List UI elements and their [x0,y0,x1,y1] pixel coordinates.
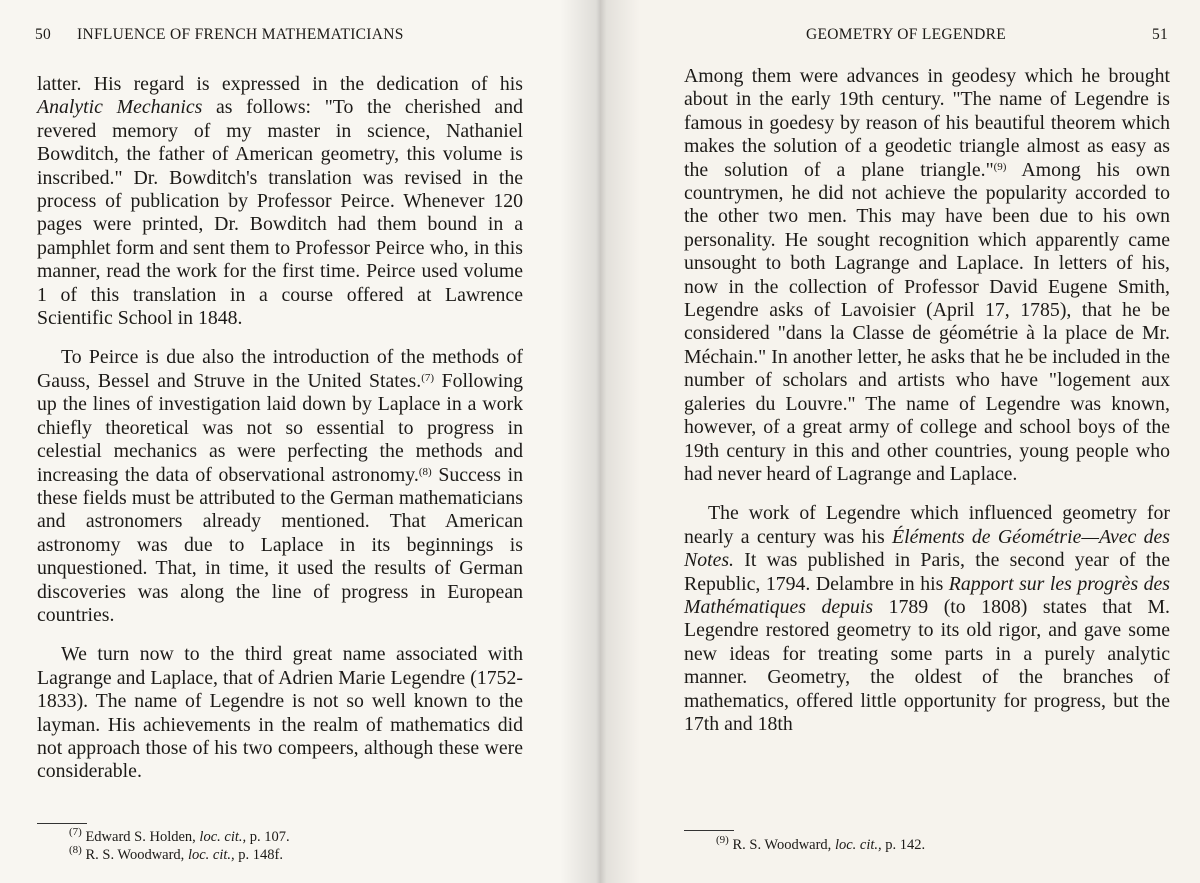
text-run: It was published in Paris, the second year of the Republic, 1794. Delambre in his [684,549,1170,595]
footnotes [69,828,290,864]
paragraph [37,73,523,330]
footnote-mark: (7) [69,826,82,838]
footnote [69,828,290,846]
running-head: INFLUENCE OF FRENCH MATHEMATICIANS [77,26,404,43]
text-run: Among his own countrymen, he did not achieve the popularity accorded to the other two men. This may have been due to his own personality. He sought recognition which apparently came unsought to both Lagrange and Laplace. In letters of his, now in the collection of Professor David Eugene Smith, Legendre asks of Lavoisier (April 17, 1785), that he be considered "dans la Classe de géométrie à la place de Mr. Méchain." In another letter, he asks that he be included in the number of scholars and artists who have "logement aux galeries du Louvre." The name of Legendre was known, however, of a great army of college and school boys of the 19th century in this and other countries, young people who had never heard of Lagrange and Laplace. [684,158,1170,485]
text-run: Among them were advances in geodesy which he brought about in the early 19th century. "The name of Legendre is famous in goedesy by reason of his beautiful theorem which makes the solution of a geodetic triangle almost as easy as the solution of a plane triangle." [684,65,1170,181]
text-run: The work of Legendre which influenced geometry for nearly a century was his [684,502,1170,548]
book-gutter-shadow [560,0,640,883]
body-text [37,73,523,784]
body-text [684,65,1170,736]
text-run: Following up the lines of investigation laid down by Laplace in a work chiefly theoretical was not so essential to progress in celestial mechanics as were perfecting the methods and increasing the data of observational astronomy. [37,369,523,486]
text-run: latter. His regard is expressed in the dedication of his [37,73,523,95]
text-run: Success in these fields must be attributed to the German mathematicians and astronomers already mentioned. That American astronomy was due to Laplace in its beginnings is unquestioned. That, in time, it used the results of German discoveries was along the line of progress in European countries. [37,463,523,626]
footnote-mark: (8) [69,844,82,856]
right-page [600,0,1200,883]
italic-text: loc. cit., [187,847,235,863]
footnote-ref[interactable]: (9) [993,160,1007,173]
footnote-rule [684,830,734,831]
paragraph [684,65,1170,486]
running-head: GEOMETRY OF LEGENDRE [806,26,1007,43]
footnote-ref[interactable]: (8) [418,465,432,478]
italic-title: Éléments de Géométrie—Avec des Notes. [684,525,1171,572]
text-run: p. 148f. [234,847,283,863]
footnote-mark: (9) [716,834,729,846]
paragraph [37,346,523,627]
text-run: We turn now to the third great name associated with Lagrange and Laplace, that of Adrien Marie Legendre (1752-1833). The name of Legendre is not so well known to the layman. His achievements in the realm of mathematics did not approach those of his two compeers, although these were considerable. [37,643,523,783]
italic-title: Rapport sur les progrès des Mathématiques depuis [684,572,1170,618]
footnotes [716,836,925,854]
italic-title: Analytic Mechanics [37,96,203,119]
text-run: 1789 (to 1808) states that M. Legendre restored geometry to its old rigor, and gave some new ideas for treating some parts in a purely analytic manner. Geometry, the oldest of the branches of mathematics, offered little opportunity for progress, but the 17th and 18th [684,595,1170,735]
paragraph [37,643,523,783]
text-run: R. S. Woodward, [728,837,835,853]
page-number: 51 [1152,26,1169,43]
text-run: To Peirce is due also the introduction of the methods of Gauss, Bessel and Struve in the United States. [37,346,523,392]
footnote-ref[interactable]: (7) [421,371,435,384]
footnote-rule [37,823,87,824]
footnote [716,836,925,854]
text-run: as follows: "To the cherished and revered memory of my master in science, Nathaniel Bowditch, the father of American geometry, this volume is inscribed." Dr. Bowditch's translation was revised in the process of publication by Professor Peirce. Whenever 120 pages were printed, Dr. Bowditch had them bound in a pamphlet form and sent them to Professor Peirce who, in this manner, read the work for the first time. Peirce used volume 1 of this translation in a course offered at Lawrence Scientific School in 1848. [37,96,523,330]
paragraph [684,502,1170,736]
page-number: 50 [35,26,52,43]
italic-text: loc. cit., [199,829,247,845]
italic-text: loc. cit., [834,837,882,853]
text-run: Edward S. Holden, [81,829,200,845]
text-run: p. 142. [881,837,926,853]
text-run: p. 107. [246,829,290,845]
footnote [69,846,290,864]
text-run: R. S. Woodward, [81,847,188,863]
